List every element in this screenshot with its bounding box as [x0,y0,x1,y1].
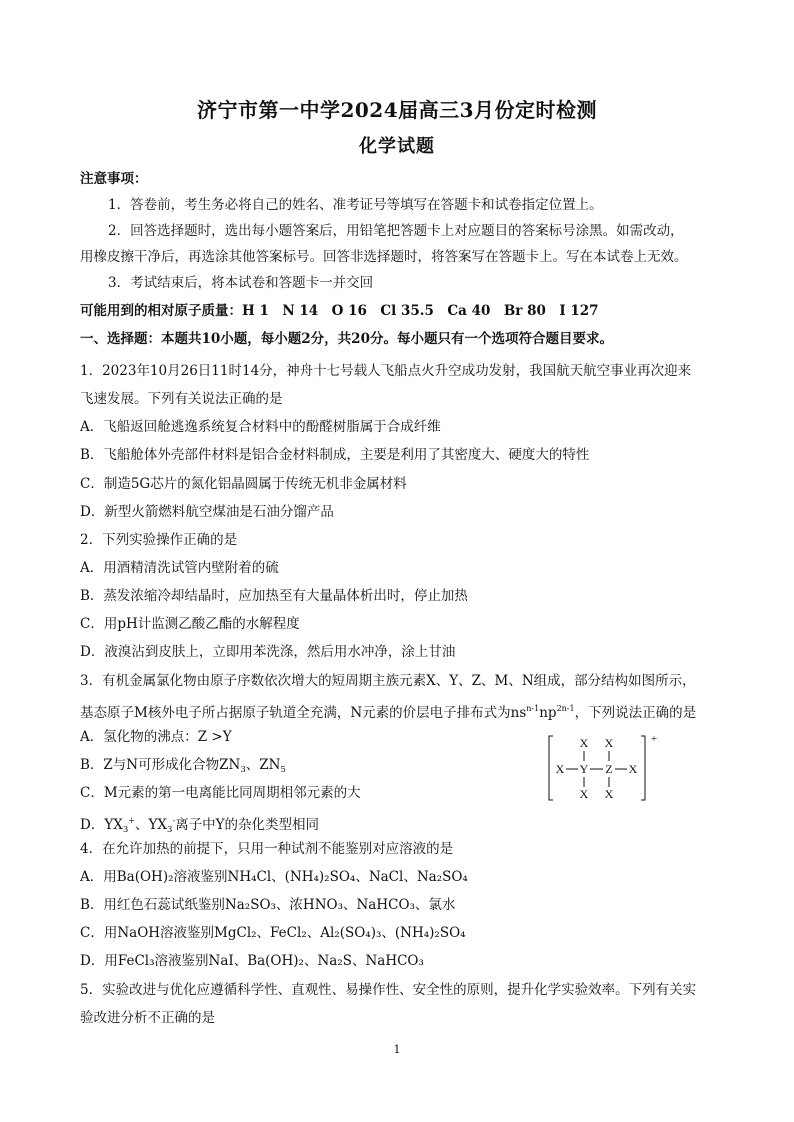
struct-y: Y [579,762,589,776]
notice-item-2-cont: 用橡皮擦干净后，再选涂其他答案标号。回答非选择题时，将答案写在答题卡上。写在本试卷上无效。 [80,249,688,265]
q1-option-b: B．飞船舱体外壳部件材料是铝合金材料制成，主要是利用了其密度大、硬度大的特性 [80,447,590,463]
q3-option-d: D．$YX_3^+$、$YX_3^-$离子中Y的杂化类型相同 [80,816,320,835]
q4-option-a: A．用Ba(OH)₂溶液鉴别NH₄Cl、(NH₄)₂SO₄、NaCl、Na₂SO₄ [80,869,468,885]
q5-stem-1: 5．实验改进与优化应遵循科学性、直观性、易操作性、安全性的原则，提升化学实验效率。下列有关实 [80,982,697,998]
q4-option-c: C．用NaOH溶液鉴别MgCl₂、FeCl₂、Al₂(SO₄)₃、(NH₄)₂SO₄ [80,925,466,941]
q1-option-c: C．制造5G芯片的氮化铝晶圆属于传统无机非金属材料 [80,476,407,492]
q3-option-a: A．氢化物的沸点：Z >Y [80,729,232,745]
q3-structure-diagram [548,734,660,802]
q1-stem-1: 1．2023年10月26日11时14分，神舟十七号载人飞船点火升空成功发射，我国航天航空事业再次迎来 [80,363,692,379]
struct-charge: + [650,734,658,745]
q4-option-b: B．用红色石蕊试纸鉴别Na₂SO₃、浓HNO₃、NaHCO₃、氯水 [80,897,456,913]
exam-title: 济宁市第一中学2024届高三3月份定时检测 [196,98,598,122]
q1-stem-2: 飞速发展。下列有关说法正确的是 [80,391,283,407]
page-number: 1 [393,1043,401,1056]
notice-item-3: 3．考试结束后，将本试卷和答题卡一并交回 [108,275,374,291]
q1-option-a: A．飞船返回舱逃逸系统复合材料中的酚醛树脂属于合成纤维 [80,419,441,435]
q5-stem-2: 验改进分析不正确的是 [80,1010,215,1026]
struct-z: Z [605,762,613,776]
struct-x-bottom-1: X [579,787,589,801]
struct-x-right: X [628,762,638,776]
q2-option-d: D．液溴沾到皮肤上，立即用苯洗涤，然后用水冲净，涂上甘油 [80,644,456,660]
struct-x-bottom-2: X [604,787,614,801]
notice-item-1: 1．答卷前，考生务必将自己的姓名、准考证号等填写在答题卡和试卷指定位置上。 [108,197,603,213]
q2-option-a: A．用酒精清洗试管内壁附着的硫 [80,560,279,576]
q4-stem: 4．在允许加热的前提下，只用一种试剂不能鉴别对应溶液的是 [80,841,454,857]
q4-option-d: D．用FeCl₃溶液鉴别NaI、Ba(OH)₂、Na₂S、NaHCO₃ [80,953,424,969]
section-1-heading: 一、选择题：本题共10小题，每小题2分，共20分。每小题只有一个选项符合题目要求。 [80,331,613,347]
q3-option-b: B．Z与N可形成化合物$ZN_3$、$ZN_5$ [80,757,286,775]
struct-x-left: X [555,762,565,776]
struct-x-top-2: X [604,736,614,750]
notice-item-2: 2．回答选择题时，选出每小题答案后，用铅笔把答题卡上对应题目的答案标号涂黑。如需改动， [108,223,684,239]
struct-x-top-1: X [579,736,589,750]
exam-subtitle: 化学试题 [359,136,435,157]
q3-stem-1: 3．有机金属氯化物由原子序数依次增大的短周期主族元素X、Y、Z、M、N组成，部分结构如图所示， [80,673,696,689]
atomic-masses: 可能用到的相对原子质量：H 1 N 14 O 16 Cl 35.5 Ca 40 Br 80 I 127 [80,303,599,319]
q2-option-c: C．用pH计监测乙酸乙酯的水解程度 [80,616,300,632]
q3-option-c: C．M元素的第一电离能比同周期相邻元素的大 [80,785,361,801]
q2-stem: 2．下列实验操作正确的是 [80,532,238,548]
notice-heading: 注意事项： [80,171,148,187]
q2-option-b: B．蒸发浓缩冷却结晶时，应加热至有大量晶体析出时，停止加热 [80,588,468,604]
q3-stem-2: 基态原子M核外电子所占据原子轨道全充满，N元素的价层电子排布式为$ns^{n-1}np^{2n-1}$，下列说法正确的是 [80,704,697,721]
q1-option-d: D．新型火箭燃料航空煤油是石油分馏产品 [80,504,334,520]
